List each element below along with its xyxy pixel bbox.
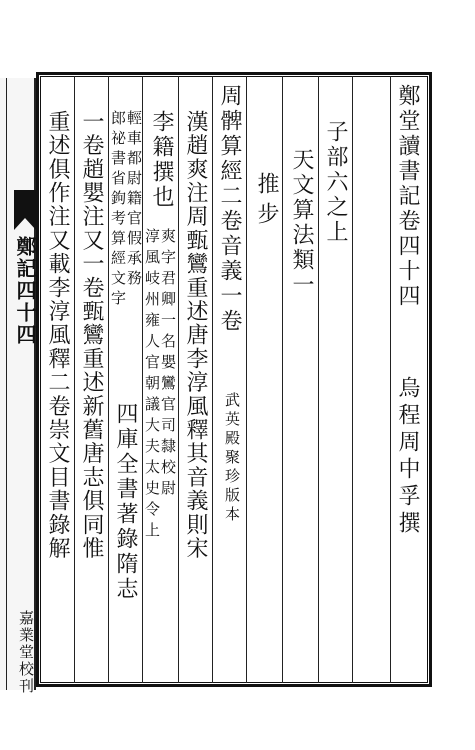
body-line: 四庫全書著錄隋志 — [113, 402, 138, 602]
body-line: 漢趙爽注周甄鸞重述唐李淳風釋其音義則宋 — [183, 110, 208, 561]
commentary-left: 淳風岐州雍人官朝議大夫太史令上 — [143, 228, 161, 543]
column-rule — [282, 76, 283, 683]
book-title: 鄭堂讀書記卷四十四 — [395, 84, 420, 309]
category-title: 天文算法類一 — [289, 148, 314, 298]
author: 烏程周中孚撰 — [395, 376, 420, 538]
commentary-right: 爽字君卿一名嬰鸞官司隸校尉 — [159, 228, 177, 501]
fold-rule — [6, 78, 7, 690]
fold-title: 鄭記四十四 — [13, 236, 37, 346]
column-rule — [212, 76, 213, 683]
column-rule — [246, 76, 247, 683]
column-rule — [74, 76, 75, 683]
column-rule — [390, 76, 391, 683]
body-line: 重述俱作注又載李淳風釋二卷崇文目書錄解 — [45, 110, 70, 561]
column-rule — [352, 76, 353, 683]
body-line: 一卷趙嬰注又一卷甄鸞重述新舊唐志俱同惟 — [79, 110, 104, 561]
fold-publisher: 嘉業堂校刊 — [17, 610, 35, 695]
commentary-left: 郎祕書省鉤考算經文字 — [109, 110, 127, 310]
subcategory-title: 推步 — [254, 172, 279, 232]
column-rule — [318, 76, 319, 683]
work-title: 周髀算經二卷音義一卷 — [217, 84, 242, 334]
edition-note: 武英殿聚珍版本 — [223, 392, 241, 525]
commentary-right: 輕車都尉籍官假承務 — [125, 110, 143, 290]
body-line: 李籍撰也 — [149, 110, 174, 210]
section-title: 子部六之上 — [323, 120, 348, 245]
column-rule — [178, 76, 179, 683]
